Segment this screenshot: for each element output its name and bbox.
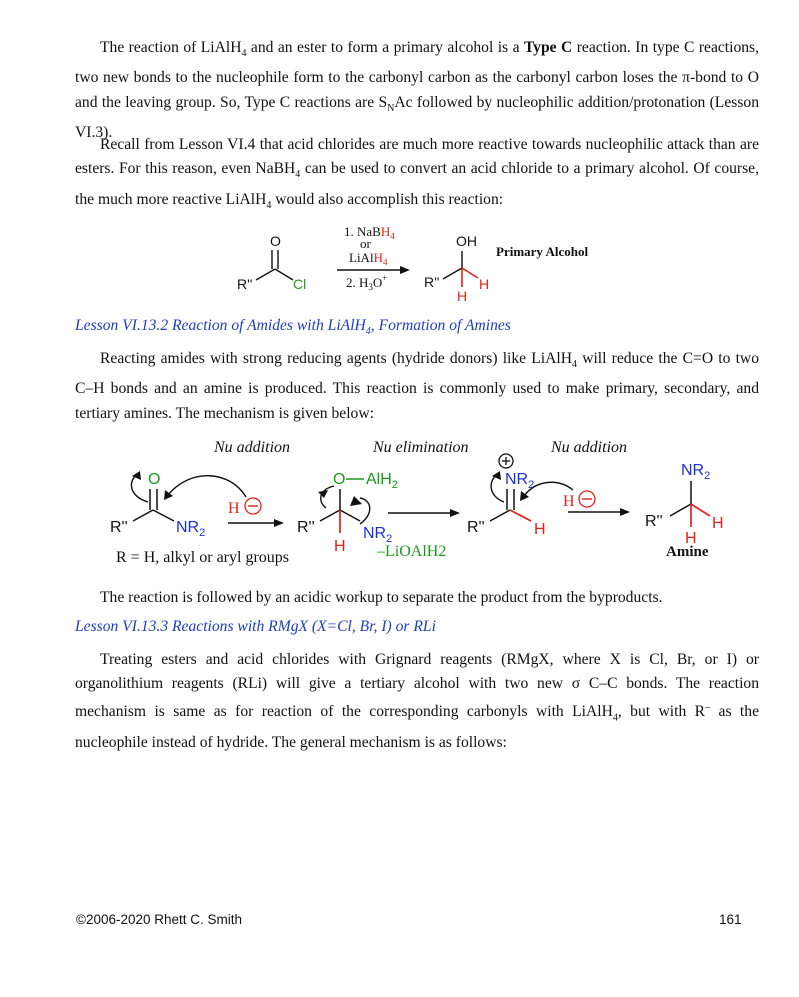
- amide-nr2: $NR_2$: [176, 519, 206, 539]
- paragraph-type-c: The reaction of LiAlH$_4$ and an ester to form a primary alcohol is a Type C reaction. In type C reactions, two new bonds to the nucleophile form to the carbonyl carbon as the carbonyl carbon loses the π-bond to O and the leaving group. So, Type C reactions are $S_NAc$ followed by nucleophilic addition/protonation (Lesson VI.3).: [75, 39, 760, 141]
- alkoxide-oxygen: O: [333, 471, 346, 488]
- paragraph-workup: The reaction is followed by an acidic workup to separate the product from the byproducts.: [100, 589, 663, 606]
- r-group-product: R'': [424, 274, 440, 290]
- reagent-lialh4: LiAlH$_4$: [349, 250, 388, 267]
- paragraph-amide-reduction: Reacting amides with strong reducing agents (hydride donors) like LiAlH$_4$ will reduce the C=O to two C–H bonds and an amine is produced. This reaction is commonly used to make primary, secondary, and tertiary amines. The mechanism is given below:: [75, 350, 759, 422]
- amine-label: Amine: [666, 544, 709, 560]
- iminium-hydrogen: H: [534, 521, 546, 538]
- amine-hydrogen-1: H: [712, 515, 724, 532]
- reagent-workup: 2. $H_3O^+$: [346, 273, 388, 292]
- intermediate-hydrogen: H: [334, 538, 346, 555]
- amine-nr2: $NR_2$: [681, 462, 711, 482]
- iminium-nr2: $NR_2$: [505, 471, 535, 491]
- alh2-label: AlH$_2$: [366, 471, 398, 491]
- reagent-nabh4: 1. NaBH$_4$: [344, 224, 395, 241]
- intermediate-nr2: $NR_2$: [363, 525, 393, 545]
- carbonyl-oxygen: O: [270, 233, 281, 249]
- step-label-nu-addition-1: Nu addition: [214, 439, 291, 456]
- chlorine-label: Cl: [293, 276, 307, 292]
- hydrogen-added-2: H: [457, 288, 468, 304]
- lesson-heading-amides: Lesson VI.13.2 Reaction of Amides with LiAlH$_4$, Formation of Amines: [75, 317, 511, 338]
- footer-page-number: 161: [719, 912, 742, 927]
- amide-r-group: R'': [110, 519, 128, 536]
- amine-r-group: R'': [645, 513, 663, 530]
- iminium-r-group: R'': [467, 519, 485, 536]
- hydride-1: H: [228, 500, 240, 517]
- step-label-nu-elimination: Nu elimination: [373, 439, 469, 456]
- intermediate-r-group: R'': [297, 519, 315, 536]
- r-group-definition: R = H, alkyl or aryl groups: [116, 549, 289, 566]
- hydroxyl-label: OH: [456, 233, 477, 249]
- step-label-nu-addition-2: Nu addition: [551, 439, 628, 456]
- hydride-2: H: [563, 493, 575, 510]
- r-group: R'': [237, 276, 253, 292]
- footer-copyright: ©2006-2020 Rhett C. Smith: [76, 912, 243, 927]
- primary-alcohol-label: Primary Alcohol: [496, 244, 589, 259]
- hydrogen-added-1: H: [479, 276, 490, 292]
- byproduct-label: –LiOAlH2: [377, 543, 447, 560]
- lesson-heading-grignard: Lesson VI.13.3 Reactions with RMgX (X=Cl, Br, I) or RLi: [75, 618, 436, 635]
- paragraph-acid-chlorides: Recall from Lesson VI.4 that acid chlorides are much more reactive towards nucleophilic attack than are esters. For this reason, even NaBH$_4$ can be used to convert an acid chloride to a primary alcohol. Of course, the much more reactive LiAlH$_4$ would also accomplish this reaction:: [75, 136, 759, 211]
- paragraph-grignard: Treating esters and acid chlorides with Grignard reagents (RMgX, where X is Cl, Br, or I) or organolithium reagents (RLi) will give a tertiary alcohol with two new σ C–C bonds. The reaction mechanism is same as for reaction of the corresponding carbonyls with LiAlH$_4$, but with R– as the nucleophile instead of hydride. The general mechanism is as follows:: [75, 651, 760, 751]
- amide-oxygen: O: [148, 471, 161, 488]
- amine-hydrogen-2: H: [685, 530, 697, 547]
- reagent-or: or: [360, 236, 371, 251]
